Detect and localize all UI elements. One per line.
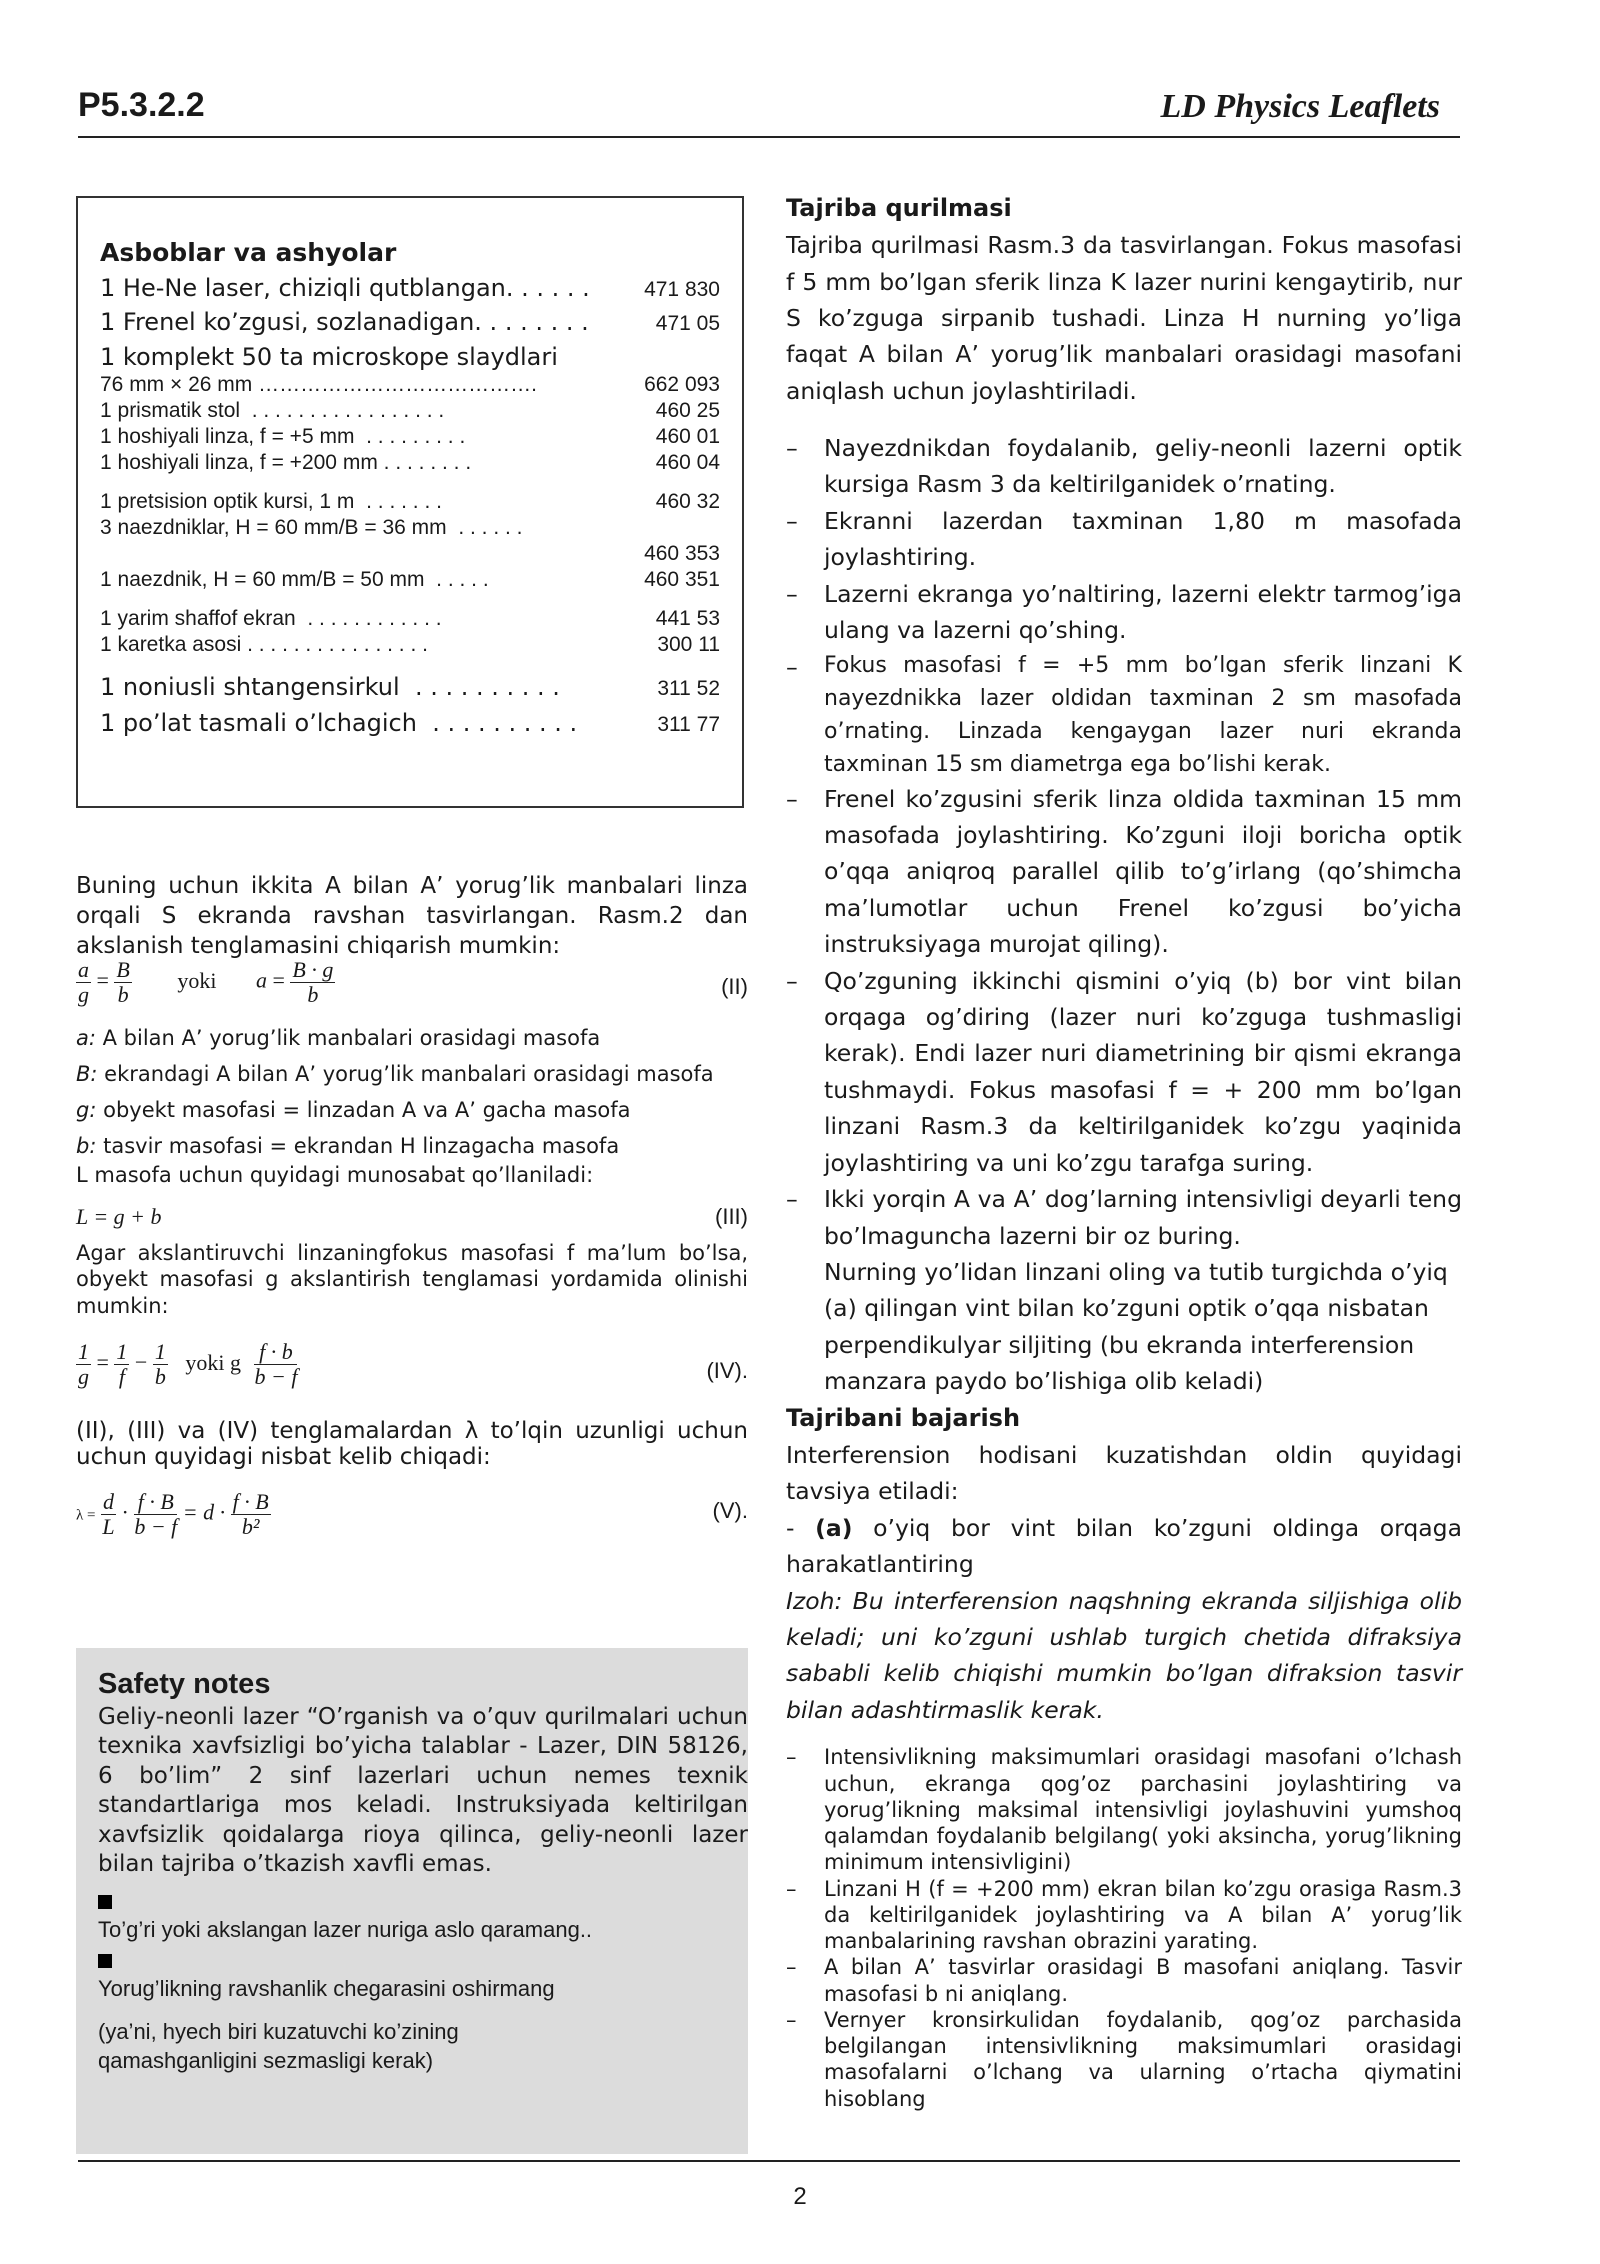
l-relation-text: L masofa uchun quyidagi munosabat qo’llaniladi: xyxy=(76,1163,594,1187)
measurement-step: – A bilan A’ tasvirlar orasidagi B masofani aniqlang. Tasvir masofasi b ni aniqlang. xyxy=(786,1955,1462,2006)
measurement-step: – Intensivlikning maksimumlari orasidagi masofani o’lchash uchun, ekranga qog’oz parchasini joylashtiring va yorug’likning maksimal intensivligi joylashuvini yumshoq qalamdan foydalanib belgilang( yoki aksincha, yorug’likning minimum intensivligini) xyxy=(786,1745,1462,1875)
intro-paragraph: Buning uchun ikkita A bilan A’ yorug’lik manbalari linza orqali S ekranda ravshan tasvirlangan. Rasm.2 dan akslanish tenglamasini chiqarish mumkin: xyxy=(76,873,748,959)
equipment-item: 460 353 xyxy=(644,542,720,565)
equipment-item: 1 yarim shaffof ekran . . . . . . . . . . . . 441 53 xyxy=(100,606,720,630)
safety-note: (ya’ni, hyech biri kuzatuvchi ko’zining qamashganligini sezmasligi kerak) xyxy=(98,2019,459,2073)
equipment-item: 3 naezdniklar, H = 60 mm/B = 36 mm . . . . . . xyxy=(100,515,523,539)
measurement-steps xyxy=(786,1744,1462,2112)
safety-notes-box xyxy=(76,1648,748,2154)
equipment-item: 1 hoshiyali linza, f = +200 mm . . . . . . . . 460 04 xyxy=(100,451,720,475)
setup-step-continuation: Nurning yo’lidan linzani oling va tutib turgichda o’yiq (a) qilingan vint bilan ko’zguni optik o’qqa nisbatan perpendikulyar siljiting (bu ekranda interferension manzara paydo bo’lishiga olib keladi) xyxy=(824,1258,1448,1396)
equation-iv: $\frac{1}{g}$ = $\frac{1}{f}$ − $\frac{1}{b}$ yoki g $\frac{f \cdot b}{b - f}$ (IV). xyxy=(78,1339,748,1390)
safety-heading: Safety notes xyxy=(98,1668,271,1700)
setup-step: – Lazerni ekranga yo’naltiring, lazerni elektr tarmog’iga ulang va lazerni qo’shing. xyxy=(786,579,1462,645)
equipment-item: 1 prismatik stol . . . . . . . . . . . . . . . . . 460 25 xyxy=(100,398,720,422)
execution-note: Izoh: Bu interferension naqshning ekranda siljishiga olib keladi; uni ko’zguni ushlab turgich chetida difraksiya sababli kelib chiqishi mumkin bo’lgan difraksion tasvir bilan adashtirmaslik kerak. xyxy=(786,1586,1462,1724)
definition-g: g: obyekt masofasi = linzadan A va A’ gacha masofa xyxy=(76,1098,631,1123)
safety-note: To’g’ri yoki akslangan lazer nuriga aslo qaramang.. xyxy=(98,1888,748,1945)
square-bullet-icon xyxy=(98,1954,112,1968)
equipment-item: 1 Frenel ko’zgusi, sozlanadigan. . . . . . . . 471 05 xyxy=(100,308,720,337)
symbol-definitions xyxy=(76,1020,748,1164)
square-bullet-icon xyxy=(98,1895,112,1909)
setup-step: – Ekranni lazerdan taxminan 1,80 m masofada joylashtiring. xyxy=(786,506,1462,572)
equipment-item: 1 komplekt 50 ta microskope slaydlari xyxy=(100,342,558,371)
setup-section xyxy=(786,190,1462,409)
equipment-item: 1 He-Ne laser, chiziqli qutblangan. . . . . . 471 830 xyxy=(100,274,720,302)
leaflet-series-title: LD Physics Leaflets xyxy=(1160,88,1440,125)
equipment-item: 1 hoshiyali linza, f = +5 mm . . . . . . . . . 460 01 xyxy=(100,425,720,448)
equipment-item: 1 naezdnik, H = 60 mm/B = 50 mm . . . . . 460 351 xyxy=(100,568,720,592)
definition-a: a: A bilan A’ yorug’lik manbalari orasidagi masofa xyxy=(76,1026,601,1050)
safety-note: Yorug’likning ravshanlik chegarasini oshirmang xyxy=(98,1947,748,2004)
equipment-item: 1 noniusli shtangensirkul . . . . . . . . . . 311 52 xyxy=(100,673,720,701)
setup-step: – Fokus masofasi f = +5 mm bo’lgan sferik linzani K nayezdnikka lazer oldidan taxminan 2 sm masofada o’rnating. Linzada kengaygan lazer nuri ekranda taxminan 15 sm diametrga ega bo’lishi kerak. xyxy=(786,652,1462,777)
execution-heading: Tajribani bajarish xyxy=(786,1403,1021,1432)
equation-v: λ = $\frac{d}{L}$ · $\frac{f \cdot B}{b - f}$ = d · $\frac{f \cdot B}{\text{b²}}$ (V). xyxy=(76,1489,748,1540)
setup-heading: Tajriba qurilmasi xyxy=(786,194,1012,222)
safety-body: Geliy-neonli lazer “O’rganish va o’quv qurilmalari uchun texnika xavfsizligi bo’yicha talablar - Lazer, DIN 58126, 6 bo’lim” 2 sinf lazerlari uchun nemes texnik standartlariga mos keladi. Instruksiyada keltirilgan xavfsizlik qoidalarga rioya qilinca, geliy-neonli lazer bilan tajriba o’tkazish xavfli emas. xyxy=(98,1704,748,1878)
equation-ii: $\frac{a}{g}$ = $\frac{B}{b}$ yoki a = $\frac{B \cdot g}{b}$ (II) xyxy=(78,957,748,1008)
equipment-heading: Asboblar va ashyolar xyxy=(100,238,397,267)
header-rule xyxy=(78,136,1460,138)
measurement-step: – Vernyer kronsirkulidan foydalanib, qog’oz parchasida belgilangan intensivlikning maksimumlari orasidagi masofalarni o’lchang va ularning o’rtacha qiymatini hisoblang xyxy=(786,2007,1462,2111)
page-number: 2 xyxy=(793,2183,807,2210)
equipment-box xyxy=(76,196,744,808)
definition-B: B: ekrandagi A bilan A’ yorug’lik manbalari orasidagi masofa xyxy=(76,1062,714,1087)
measurement-step: – Linzani H (f = +200 mm) ekran bilan ko’zgu orasiga Rasm.3 da keltirilganidek joylashtiring va A bilan A’ yorug’lik manbalarining ravshan obrazini yarating. xyxy=(786,1876,1462,1954)
equation-iii: L = g + b (III) xyxy=(76,1204,748,1229)
setup-text: Tajriba qurilmasi Rasm.3 da tasvirlangan. Fokus masofasi f 5 mm bo’lgan sferik linza K lazer nurini kengaytirib, nur S ko’zguga sirpanib tushadi. Linza H nurning yo’liga faqat A bilan A’ yorug’lik manbalari orasidagi masofani aniqlash uchun joylashtiriladi. xyxy=(786,231,1462,405)
setup-step: – Ikki yorqin A va A’ dog’larning intensivligi deyarli teng bo’lmaguncha lazerni bir oz buring. xyxy=(786,1185,1462,1250)
equipment-item: 1 po’lat tasmali o’lchagich . . . . . . . . . . 311 77 xyxy=(100,709,720,738)
setup-steps xyxy=(786,430,1462,2112)
execution-step-a: - (a) o’yiq bor vint bilan ko’zguni oldinga orqaga harakatlantiring xyxy=(786,1513,1463,1579)
execution-intro: Interferension hodisani kuzatishdan oldin quyidagi tavsiya etiladi: xyxy=(786,1440,1462,1506)
equipment-item: 76 mm × 26 mm …………………………………. 662 093 xyxy=(100,372,720,396)
lambda-paragraph: (II), (III) va (IV) tenglamalardan λ to’lqin uzunligi uchun uchun quyidagi nisbat kelib chiqadi: xyxy=(76,1418,748,1471)
setup-step: – Qo’zguning ikkinchi qismini o’yiq (b) bor vint bilan orqaga og’diring (lazer nuri ko’zguga tushmasligi kerak). Endi lazer nuri diametrining bir qismi ekranga tushmaydi. Fokus masofasi f = + 200 mm bo’lgan linzani Rasm.3 da keltirilganidek ko’zgu yaqinida joylashtiring va uni ko’zgu tarafga suring. xyxy=(786,966,1462,1177)
setup-step: – Frenel ko’zgusini sferik linza oldida taxminan 15 mm masofada joylashtiring. Ko’zguni iloji boricha optik o’qqa aniqroq parallel qilib to’g’irlang (qo’shimcha ma’lumotlar uchun Frenel ko’zgusi bo’yicha instruksiyaga murojat qiling). xyxy=(786,784,1462,959)
equipment-item: 1 pretsision optik kursi, 1 m . . . . . . . 460 32 xyxy=(100,489,720,513)
footer-rule xyxy=(78,2160,1460,2162)
setup-step: – Nayezdnikdan foydalanib, geliy-neonli lazerni optik kursiga Rasm 3 da keltirilganidek o’rnating. xyxy=(786,434,1462,499)
equipment-item: 1 karetka asosi . . . . . . . . . . . . . . . . 300 11 xyxy=(100,632,720,656)
focus-paragraph: Agar akslantiruvchi linzaningfokus masofasi f ma’lum bo’lsa, obyekt masofasi g akslantirish tenglamasi yordamida olinishi mumkin: xyxy=(76,1241,748,1318)
definition-b: b: tasvir masofasi = ekrandan H linzagacha masofa xyxy=(76,1134,620,1159)
leaflet-code: P5.3.2.2 xyxy=(78,86,205,124)
